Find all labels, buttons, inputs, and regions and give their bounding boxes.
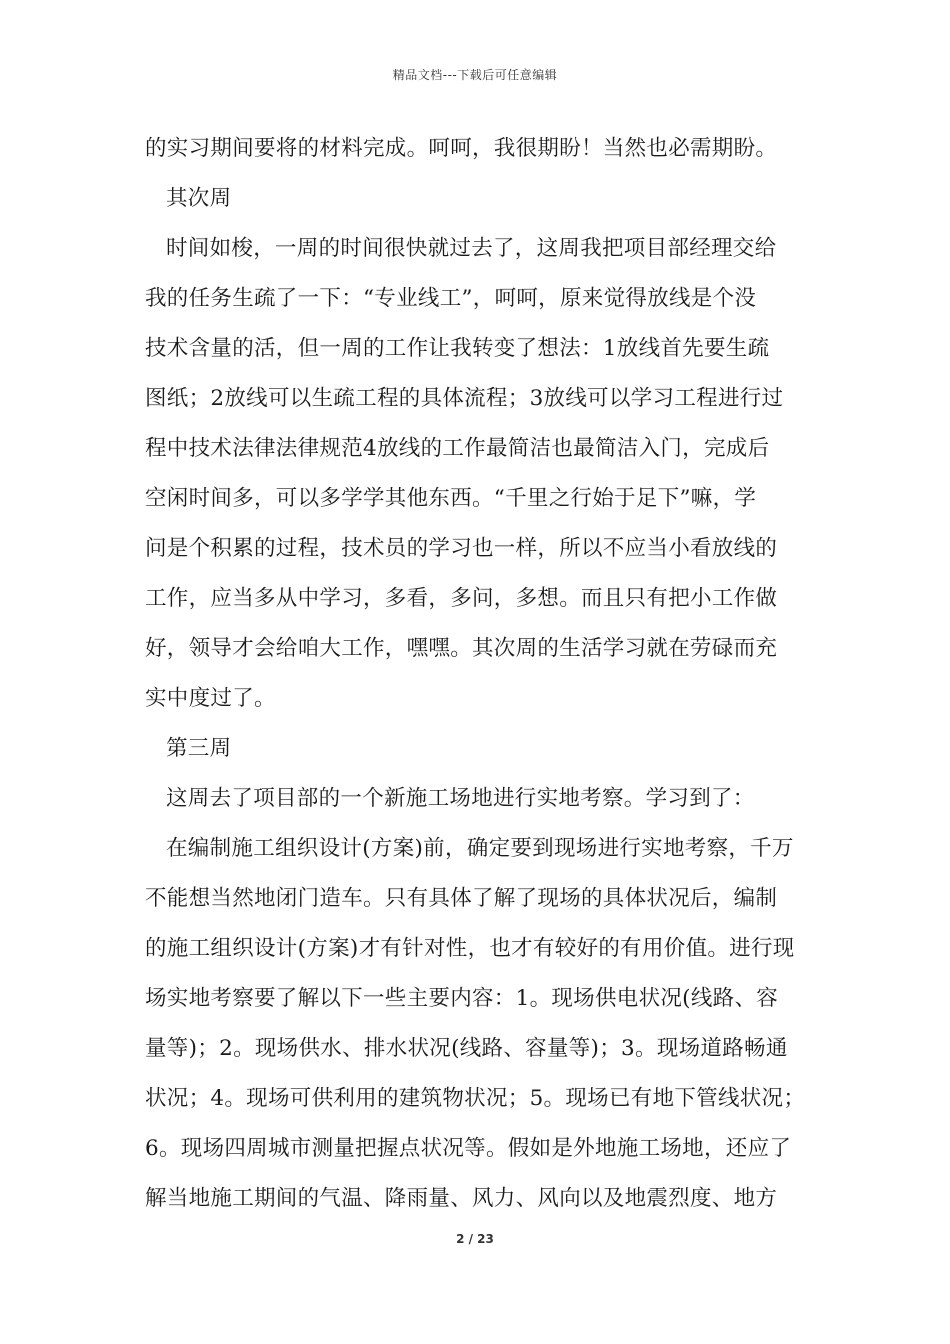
- text-line: 的实习期间要将的材料完成。呵呵，我很期盼！当然也必需期盼。: [145, 136, 778, 161]
- text-line: 量等)；2。现场供水、排水状况(线路、容量等)；3。现场道路畅通: [145, 1036, 788, 1061]
- text-line: 好，领导才会给咱大工作，嘿嘿。其次周的生活学习就在劳碌而充: [145, 636, 778, 661]
- section-heading: 第三周: [166, 736, 232, 761]
- page-header: 精品文档---下载后可任意编辑: [392, 68, 558, 82]
- text-line: 图纸；2放线可以生疏工程的具体流程；3放线可以学习工程进行过: [145, 386, 784, 411]
- text-line: 实中度过了。: [145, 686, 276, 711]
- page-number: 2 / 23: [456, 1232, 494, 1246]
- text-line: 时间如梭，一周的时间很快就过去了，这周我把项目部经理交给: [166, 236, 777, 261]
- text-line: 这周去了项目部的一个新施工场地进行实地考察。学习到了：: [166, 786, 755, 811]
- text-line: 工作，应当多从中学习，多看，多问，多想。而且只有把小工作做: [145, 586, 778, 611]
- text-line: 状况；4。现场可供利用的建筑物状况；5。现场已有地下管线状况；: [145, 1086, 806, 1111]
- text-line: 空闲时间多，可以多学学其他东西。“千里之行始于足下”嘛，学: [145, 486, 757, 511]
- section-heading: 其次周: [166, 186, 232, 211]
- document-body: [145, 124, 817, 1224]
- text-line: 解当地施工期间的气温、降雨量、风力、风向以及地震烈度、地方: [145, 1186, 778, 1211]
- text-line: 技术含量的活，但一周的工作让我转变了想法：1放线首先要生疏: [145, 336, 770, 361]
- text-line: 在编制施工组织设计(方案)前，确定要到现场进行实地考察，千万: [166, 836, 794, 861]
- text-line: 的施工组织设计(方案)才有针对性，也才有较好的有用价值。进行现: [145, 936, 795, 961]
- text-line: 我的任务生疏了一下：“专业线工”，呵呵，原来觉得放线是个没: [145, 286, 757, 311]
- text-line: 问是个积累的过程，技术员的学习也一样，所以不应当小看放线的: [145, 536, 778, 561]
- text-line: 不能想当然地闭门造车。只有具体了解了现场的具体状况后，编制: [145, 886, 778, 911]
- text-line: 场实地考察要了解以下一些主要内容：1。现场供电状况(线路、容: [145, 986, 779, 1011]
- text-line: 程中技术法律法律规范4放线的工作最简洁也最简洁入门，完成后: [145, 436, 770, 461]
- text-line: 6。现场四周城市测量把握点状况等。假如是外地施工场地，还应了: [145, 1136, 792, 1161]
